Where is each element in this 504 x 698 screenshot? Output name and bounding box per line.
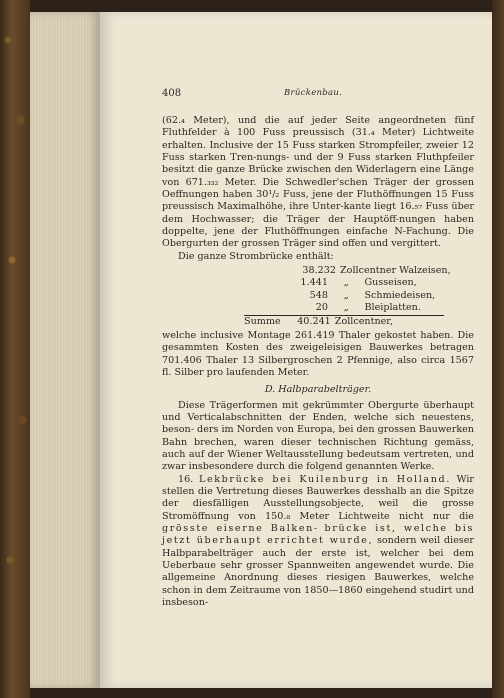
materials-table — [244, 265, 474, 328]
running-title: Brückenbau. — [284, 88, 343, 98]
book-cover-right — [492, 0, 504, 698]
paragraph-costs: welche inclusive Montage 261.419 Thaler gekostet haben. Die gesammten Kosten des zweigeleisigen Bauwerkes betragen 701.406 Thaler 13 Silbergroschen 2 Pfennige, also circa 1567 fl. Silber pro laufenden Meter. — [162, 329, 474, 378]
table-row: 38.232 Zollcentner Walzeisen, — [302, 265, 451, 277]
table-row: 20 „ Bleiplatten. — [315, 302, 421, 314]
book-cover-left — [0, 0, 30, 698]
bridge-name: Lekbrücke bei Kuilenburg in Holland. — [199, 473, 451, 485]
paragraph-lekbruecke: 16. Lekbrücke bei Kuilenburg in Holland. Wir stellen die Vertretung dieses Bauwerkes desshalb an die Spitze der diesfälligen Ausstellungsobjecte, weil die grosse Stromöffnung von 150.₈ Meter Lichtweite nicht nur die grösste eiserne Balken- brücke ist, welche bis jetzt überhaupt errichtet wurde, sondern weil dieser Halbparabelträger auch der erste ist, welcher bei dem Ueberbaue sehr grosser Spannweiten angewendet wurde. Die allgemeine Anordnung dieses riesigen Bauwerkes, welche schon in dem Zeitraume von 1850—1860 eingehend studirt und insbeson- — [162, 473, 474, 609]
page-number: 408 — [162, 88, 182, 99]
table-row: 1.441 „ Gusseisen, — [300, 277, 417, 289]
page-body — [162, 115, 474, 609]
book-page — [100, 12, 492, 688]
table-intro: Die ganze Strombrücke enthält: — [178, 250, 334, 262]
table-row: 548 „ Schmiedeisen, — [309, 289, 436, 301]
page-stack-edges — [30, 12, 100, 688]
paragraph-continuation: (62.₄ Meter), und die auf jeder Seite angeordneten fünf Fluthfelder à 100 Fuss preussisch (31.₄ Meter) Lichtweite erhalten. Inclusive der 15 Fuss starken Strompfeiler, zweier 12 Fuss starken Tren-nungs- und der 9 Fuss starken Fluthpfeiler besitzt die ganze Brücke zwischen den Widerlagern eine Länge von 671.₃₃₂ Meter. Die Schwedler'schen Träger der grossen Oeffnungen haben 30¹/₂ Fuss, jene der Fluthöffnungen 15 Fuss preussisch Maximalhöhe, ihre Unter-kante liegt 16.₅₇ Fuss über dem Hochwasser; die Träger der Hauptöff-nungen haben doppelte, jene der Fluthöffnungen einfache N-Fachung. Die Obergurten der grossen Träger sind offen und vergittert. — [162, 115, 475, 250]
table-sum-row: Summe 40.241 Zollcentner, — [244, 315, 444, 328]
section-heading: D. Halbparabelträger. — [264, 384, 372, 396]
page-header — [162, 88, 462, 102]
paragraph-halbparabel: Diese Trägerformen mit gekrümmter Obergurte überhaupt und Verticalabschnitten der Enden, welche sich neuestens, beson- ders im Norden von Europa, bei den grossen Bauwerken Bahn brechen, waren dieser technischen Richtung gemäss, auch auf der Wiener Weltausstellung bedeutsam vertreten, und zwar insbesondere durch die folgend genannten Werke. — [162, 399, 474, 473]
book-bottom-edge — [30, 688, 492, 698]
